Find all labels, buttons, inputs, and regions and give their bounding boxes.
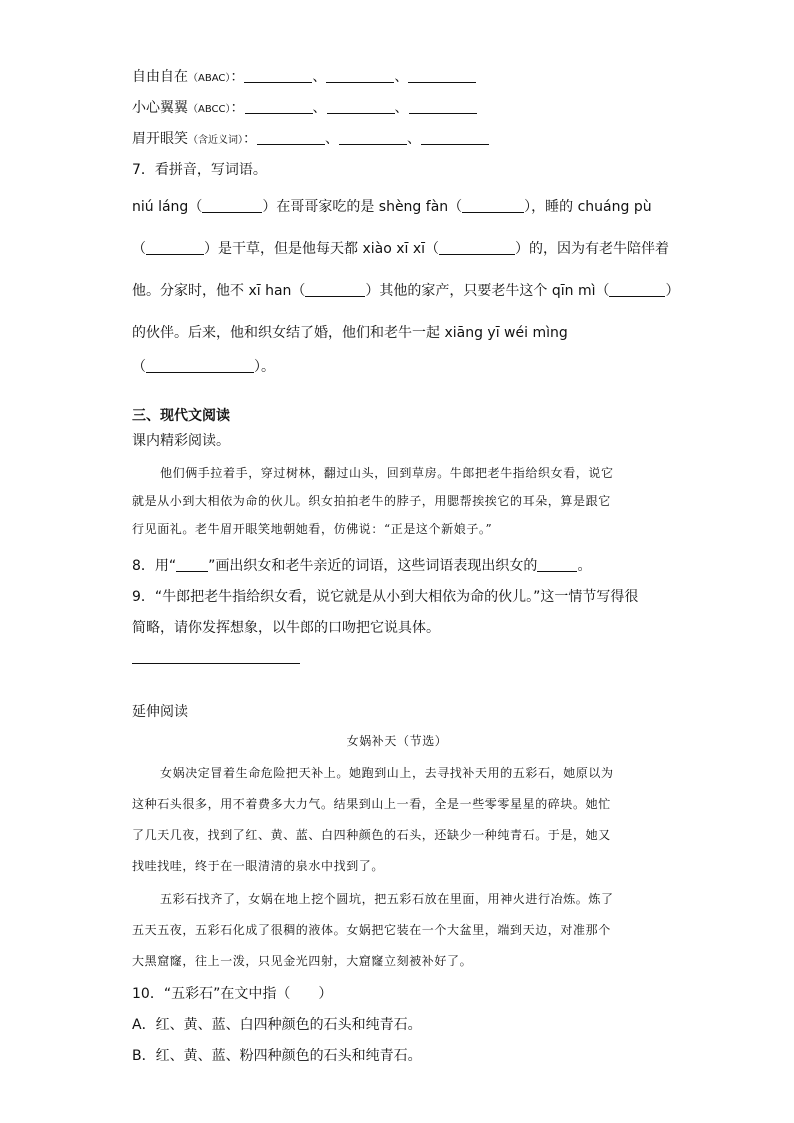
section-3-subtitle-2: 延伸阅读: [132, 704, 188, 720]
question-7-line-2: [132, 240, 669, 258]
idiom-word: 小心翼翼: [132, 100, 188, 116]
idiom-note: （含近义词）: [188, 135, 243, 146]
answer-blank[interactable]: [537, 557, 577, 572]
section-3-title: 三、现代文阅读: [132, 408, 230, 424]
separator: 、: [394, 100, 409, 116]
separator: 、: [394, 69, 409, 85]
text: ）在哥哥家吃的是 shèng fàn（: [262, 199, 463, 215]
idiom-note: （ABAC）: [188, 73, 231, 84]
question-9-line: 简略，请你发挥想象，以牛郎的口吻把它说具体。: [132, 620, 440, 636]
question-7-line-1: [132, 198, 652, 216]
answer-blank[interactable]: [326, 68, 394, 83]
passage-1-line: 他们俩手拉着手，穿过树林，翻过山头，回到草房。牛郎把老牛指给织女看，说它: [160, 466, 614, 480]
text: 他。分家时，他不 xī han（: [132, 283, 306, 299]
text: ）: [665, 283, 680, 299]
answer-blank[interactable]: [146, 358, 254, 373]
answer-blank[interactable]: [244, 68, 312, 83]
answer-blank[interactable]: [202, 198, 262, 213]
idiom-row-3: [132, 130, 489, 150]
idiom-row-1: [132, 68, 476, 88]
answer-blank[interactable]: [408, 68, 476, 83]
text: niú láng（: [132, 199, 203, 215]
answer-blank[interactable]: [146, 240, 204, 255]
passage-1-line: 就是从小到大相依为命的伙儿。织女拍拍老牛的脖子，用腮帮挨挨它的耳朵，算是跟它: [132, 494, 611, 508]
separator: 、: [312, 100, 327, 116]
idiom-colon: ：: [243, 131, 257, 147]
text: （: [132, 241, 146, 257]
text: （: [132, 359, 146, 375]
passage-2-line: 五彩石找齐了，女娲在地上挖个圆坑，把五彩石放在里面，用神火进行冶炼。炼了: [160, 892, 614, 906]
passage-2-line: 了几天几夜，找到了红、黄、蓝、白四种颜色的石头，还缺少一种纯青石。于是，她又: [132, 828, 611, 842]
question-7-line-4: 的伙伴。后来，他和织女结了婚，他们和老牛一起 xiāng yī wéi mìng: [132, 325, 568, 341]
answer-blank[interactable]: [257, 130, 325, 145]
idiom-colon: ：: [230, 100, 245, 116]
text: 。: [577, 558, 592, 574]
passage-1-line: 行见面礼。老牛眉开眼笑地朝她看，仿佛说：“正是这个新娘子。”: [132, 522, 493, 536]
idiom-row-2: [132, 99, 477, 119]
answer-blank[interactable]: [176, 557, 208, 572]
answer-blank[interactable]: [245, 99, 313, 114]
text: ）。: [254, 359, 275, 375]
passage-2-line: 女娲决定冒着生命危险把天补上。她跑到山上，去寻找补天用的五彩石，她原以为: [160, 766, 614, 780]
answer-blank[interactable]: [327, 99, 395, 114]
idiom-word: 眉开眼笑: [132, 131, 188, 147]
answer-blank[interactable]: [421, 130, 489, 145]
text: ）其他的家产，只要老牛这个 qīn mì（: [365, 283, 610, 299]
question-10-option-a[interactable]: A．红、黄、蓝、白四种颜色的石头和纯青石。: [132, 1017, 422, 1033]
text: ”画出织女和老牛亲近的词语，这些词语表现出织女的: [208, 558, 538, 574]
question-9-line: 9．“牛郎把老牛指给织女看，说它就是从小到大相依为命的伙儿。”这一情节写得很: [132, 589, 639, 605]
answer-blank[interactable]: [609, 282, 665, 297]
passage-2-line: 五天五夜，五彩石化成了很稠的液体。女娲把它装在一个大盆里，端到天边，对准那个: [132, 923, 611, 937]
passage-2-line: 大黑窟窿，往上一泼，只见金光四射，大窟窿立刻被补好了。: [132, 954, 473, 968]
answer-blank[interactable]: [439, 240, 515, 255]
answer-line[interactable]: [132, 663, 300, 664]
passage-2-line: 这种石头很多，用不着费多大力气。结果到山上一看，全是一些零零星星的碎块。她忙: [132, 797, 611, 811]
question-8: [132, 557, 591, 575]
answer-blank[interactable]: [305, 282, 365, 297]
separator: 、: [325, 131, 339, 147]
answer-blank[interactable]: [409, 99, 477, 114]
question-10-option-b[interactable]: B．红、黄、蓝、粉四种颜色的石头和纯青石。: [132, 1048, 422, 1064]
text: ）是干草，但是他每天都 xiào xī xī（: [204, 241, 440, 257]
separator: 、: [407, 131, 421, 147]
idiom-note: （ABCC）: [188, 104, 231, 115]
question-7-title: 7．看拼音，写词语。: [132, 162, 267, 178]
answer-blank[interactable]: [462, 198, 524, 213]
question-10: 10．“五彩石”在文中指（ ）: [132, 986, 333, 1002]
passage-2-line: 找哇找哇，终于在一眼清清的泉水中找到了。: [132, 859, 385, 873]
passage-2-title: 女娲补天（节选）: [346, 734, 448, 748]
answer-blank[interactable]: [339, 130, 407, 145]
section-3-subtitle-1: 课内精彩阅读。: [132, 433, 230, 449]
text: 8．用“: [132, 558, 177, 574]
text: ）的，因为有老牛陪伴着: [515, 241, 670, 257]
text: ），睡的 chuáng pù: [524, 199, 652, 215]
idiom-colon: ：: [230, 69, 245, 85]
question-7-line-5: [132, 358, 275, 376]
question-7-line-3: [132, 282, 679, 300]
idiom-word: 自由自在: [132, 69, 188, 85]
separator: 、: [312, 69, 327, 85]
